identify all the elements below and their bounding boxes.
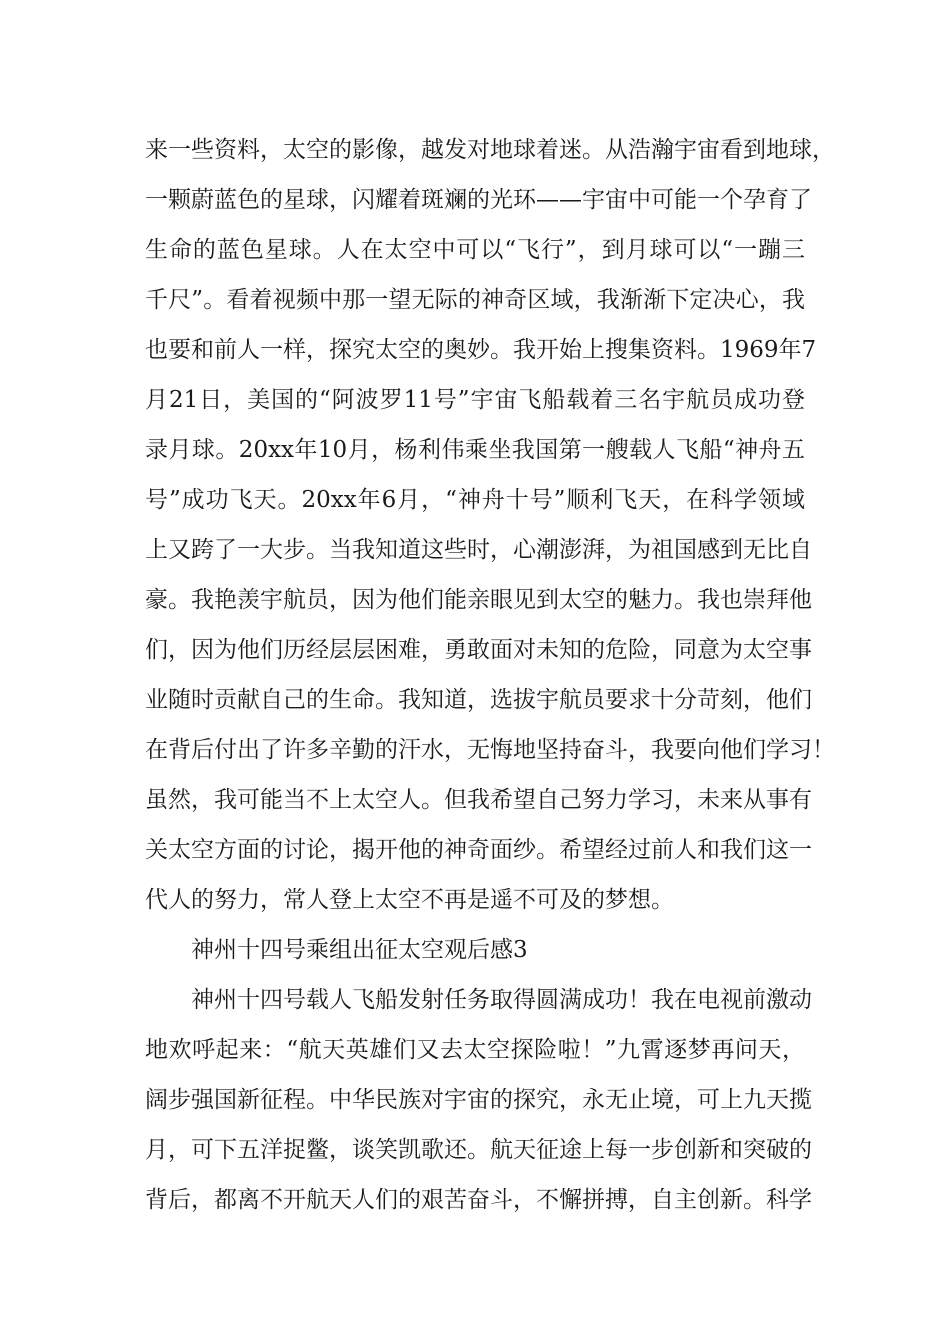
text-line: 上又跨了一大步。当我知道这些时，心潮澎湃，为祖国感到无比自 bbox=[145, 537, 812, 563]
text-line: 地欢呼起来：“航天英雄们又去太空探险啦！”九霄逐梦再问天， bbox=[145, 1037, 805, 1063]
text-line: 们，因为他们历经层层困难，勇敢面对未知的危险，同意为太空事 bbox=[145, 637, 812, 663]
text-line: 背后，都离不开航天人们的艰苦奋斗，不懈拼搏，自主创新。科学 bbox=[145, 1187, 812, 1213]
text-line: 来一些资料，太空的影像，越发对地球着迷。从浩瀚宇宙看到地球， bbox=[145, 137, 835, 163]
text-line: 号”成功飞天。20xx年6月，“神舟十号”顺利飞天，在科学领域 bbox=[145, 487, 805, 513]
text-line: 关太空方面的讨论，揭开他的神奇面纱。希望经过前人和我们这一 bbox=[145, 837, 812, 863]
text-line: 千尺”。看着视频中那一望无际的神奇区域，我渐渐下定决心，我 bbox=[145, 287, 805, 313]
text-line: 阔步强国新征程。中华民族对宇宙的探究，永无止境，可上九天揽 bbox=[145, 1087, 812, 1113]
text-line: 在背后付出了许多辛勤的汗水，无悔地坚持奋斗，我要向他们学习！ bbox=[145, 737, 835, 763]
section-heading: 神州十四号乘组出征太空观后感3 bbox=[191, 937, 528, 963]
text-line: 神州十四号载人飞船发射任务取得圆满成功！我在电视前激动 bbox=[191, 987, 812, 1013]
text-line: 也要和前人一样，探究太空的奥妙。我开始上搜集资料。1969年7 bbox=[145, 337, 817, 363]
text-line: 一颗蔚蓝色的星球，闪耀着斑斓的光环——宇宙中可能一个孕育了 bbox=[145, 187, 812, 213]
text-line: 月，可下五洋捉鳖，谈笑凯歌还。航天征途上每一步创新和突破的 bbox=[145, 1137, 812, 1163]
text-line: 代人的努力，常人登上太空不再是遥不可及的梦想。 bbox=[145, 887, 674, 913]
text-line: 豪。我艳羡宇航员，因为他们能亲眼见到太空的魅力。我也崇拜他 bbox=[145, 587, 812, 613]
text-line: 月21日，美国的“阿波罗11号”宇宙飞船载着三名宇航员成功登 bbox=[145, 387, 805, 413]
text-line: 录月球。20xx年10月，杨利伟乘坐我国第一艘载人飞船“神舟五 bbox=[145, 437, 805, 463]
text-line: 生命的蓝色星球。人在太空中可以“飞行”，到月球可以“一蹦三 bbox=[145, 237, 805, 263]
text-line: 业随时贡献自己的生命。我知道，选拔宇航员要求十分苛刻，他们 bbox=[145, 687, 812, 713]
text-line: 虽然，我可能当不上太空人。但我希望自己努力学习，未来从事有 bbox=[145, 787, 812, 813]
